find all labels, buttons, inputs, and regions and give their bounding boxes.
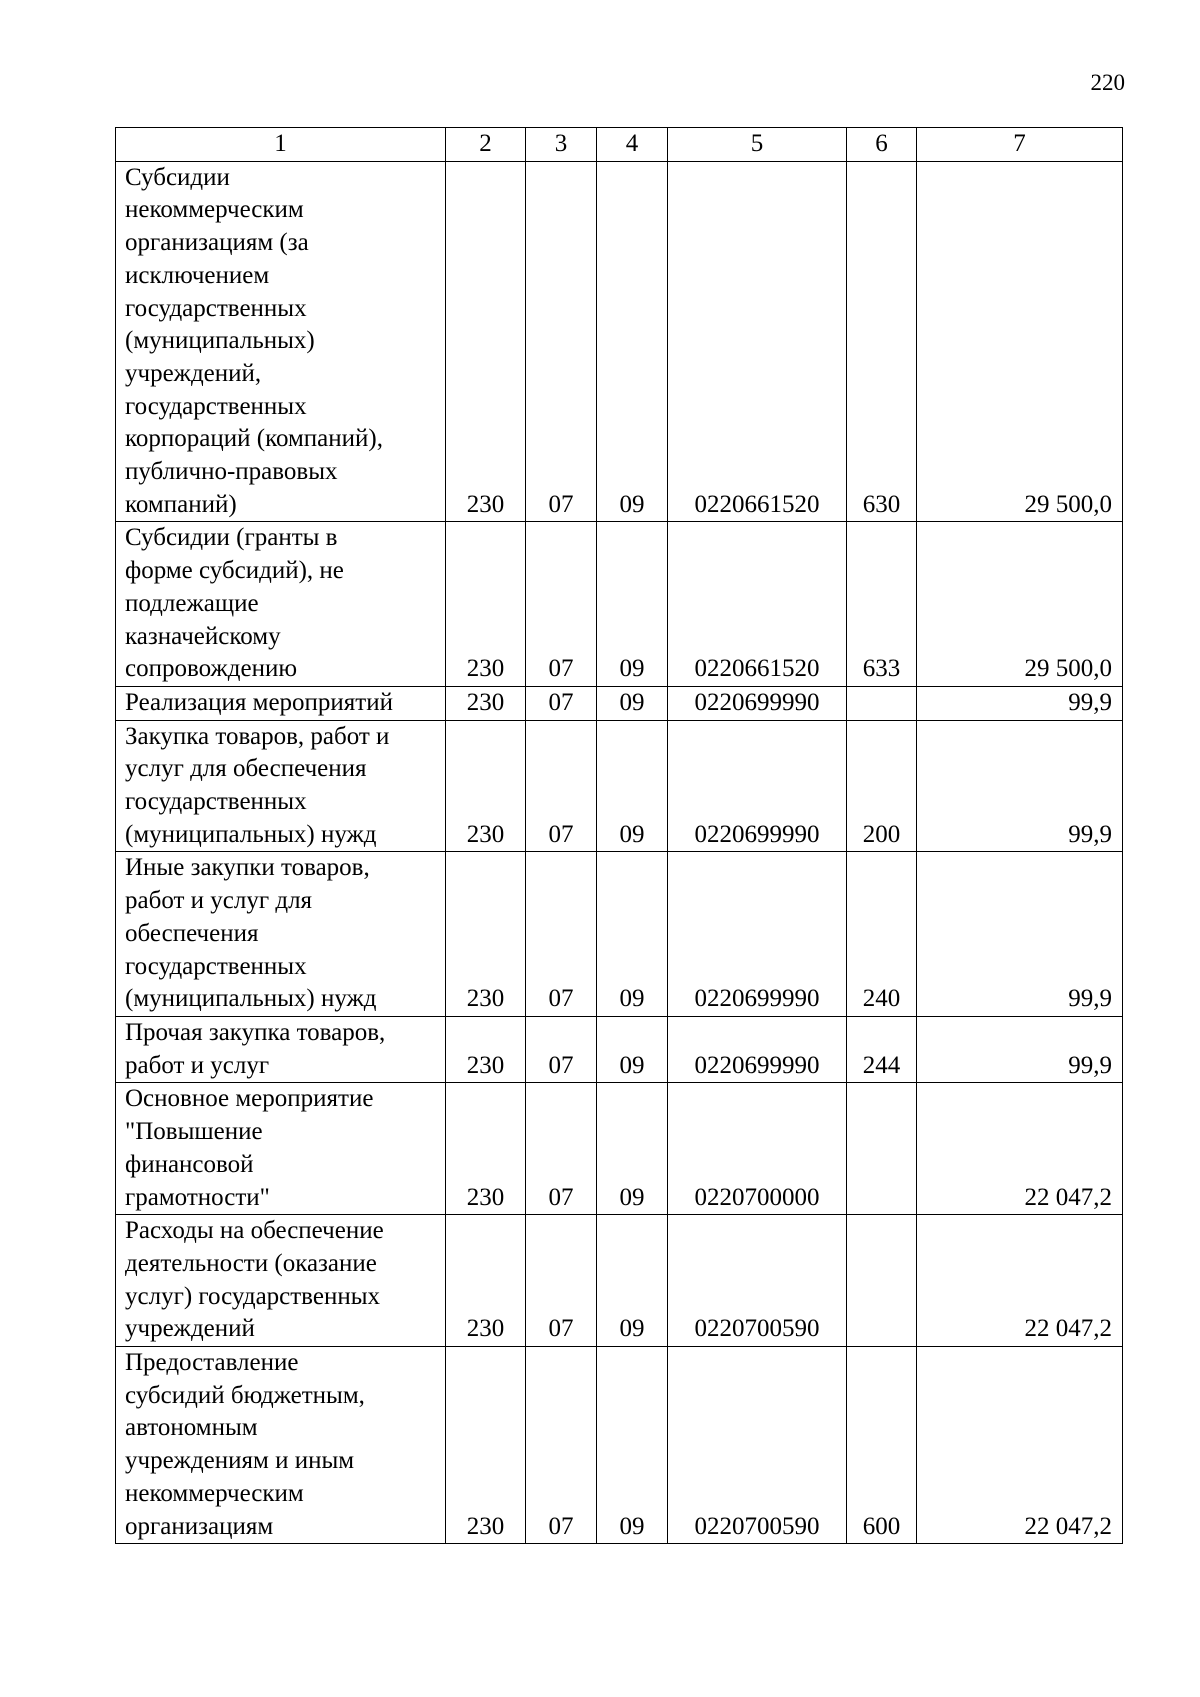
- row-name-cell: Субсидии некоммерческим организациям (за исключением государственных (муниципальных) учреждений, государственных корпораций (компаний), публично-правовых компаний): [116, 161, 446, 522]
- cell-col-3: 07: [526, 522, 597, 687]
- cell-col-6: 240: [847, 852, 917, 1017]
- cell-col-4: 09: [597, 1016, 668, 1082]
- row-name-cell: Закупка товаров, работ и услуг для обеспечения государственных (муниципальных) нужд: [116, 720, 446, 852]
- cell-col-2: 230: [446, 1347, 526, 1544]
- cell-col-3: 07: [526, 852, 597, 1017]
- cell-col-3: 07: [526, 1215, 597, 1347]
- table-row: [116, 686, 1123, 720]
- cell-col-2: 230: [446, 522, 526, 687]
- cell-col-4: 09: [597, 161, 668, 522]
- cell-col-4: 09: [597, 720, 668, 852]
- column-header: 2: [446, 128, 526, 162]
- table-row: [116, 1083, 1123, 1215]
- table-row: [116, 1215, 1123, 1347]
- cell-col-3: 07: [526, 720, 597, 852]
- cell-col-5: 0220699990: [668, 686, 847, 720]
- cell-col-7: 29 500,0: [917, 522, 1123, 687]
- cell-col-7: 99,9: [917, 852, 1123, 1017]
- cell-col-5: 0220700000: [668, 1083, 847, 1215]
- cell-col-6: 244: [847, 1016, 917, 1082]
- cell-col-2: 230: [446, 720, 526, 852]
- cell-col-2: 230: [446, 161, 526, 522]
- cell-col-7: 22 047,2: [917, 1083, 1123, 1215]
- cell-col-5: 0220661520: [668, 522, 847, 687]
- row-name-cell: Предоставление субсидий бюджетным, автономным учреждениям и иным некоммерческим организациям: [116, 1347, 446, 1544]
- cell-col-2: 230: [446, 852, 526, 1017]
- table-row: [116, 852, 1123, 1017]
- cell-col-3: 07: [526, 1016, 597, 1082]
- cell-col-5: 0220661520: [668, 161, 847, 522]
- cell-col-2: 230: [446, 1083, 526, 1215]
- page-number: 220: [1090, 70, 1125, 95]
- cell-col-6: 200: [847, 720, 917, 852]
- table-row: [116, 161, 1123, 522]
- column-header: 5: [668, 128, 847, 162]
- budget-table: [115, 127, 1123, 1544]
- cell-col-4: 09: [597, 686, 668, 720]
- row-name-cell: Прочая закупка товаров, работ и услуг: [116, 1016, 446, 1082]
- cell-col-5: 0220700590: [668, 1215, 847, 1347]
- cell-col-7: 29 500,0: [917, 161, 1123, 522]
- cell-col-2: 230: [446, 686, 526, 720]
- cell-col-6: 633: [847, 522, 917, 687]
- row-name-cell: Реализация мероприятий: [116, 686, 446, 720]
- cell-col-7: 99,9: [917, 720, 1123, 852]
- cell-col-6: [847, 1215, 917, 1347]
- cell-col-6: 600: [847, 1347, 917, 1544]
- table-row: [116, 1016, 1123, 1082]
- column-header: 3: [526, 128, 597, 162]
- cell-col-5: 0220699990: [668, 1016, 847, 1082]
- cell-col-4: 09: [597, 522, 668, 687]
- cell-col-5: 0220699990: [668, 720, 847, 852]
- cell-col-3: 07: [526, 686, 597, 720]
- cell-col-7: 99,9: [917, 686, 1123, 720]
- table-row: [116, 720, 1123, 852]
- row-name-cell: Расходы на обеспечение деятельности (оказание услуг) государственных учреждений: [116, 1215, 446, 1347]
- cell-col-6: [847, 1083, 917, 1215]
- cell-col-2: 230: [446, 1016, 526, 1082]
- cell-col-4: 09: [597, 1347, 668, 1544]
- cell-col-3: 07: [526, 161, 597, 522]
- cell-col-3: 07: [526, 1347, 597, 1544]
- cell-col-6: [847, 686, 917, 720]
- column-header: 6: [847, 128, 917, 162]
- cell-col-7: 99,9: [917, 1016, 1123, 1082]
- cell-col-4: 09: [597, 852, 668, 1017]
- cell-col-4: 09: [597, 1215, 668, 1347]
- column-header: 1: [116, 128, 446, 162]
- row-name-cell: Основное мероприятие "Повышение финансовой грамотности": [116, 1083, 446, 1215]
- table-header-row: [116, 128, 1123, 162]
- column-header: 7: [917, 128, 1123, 162]
- cell-col-3: 07: [526, 1083, 597, 1215]
- cell-col-5: 0220699990: [668, 852, 847, 1017]
- column-header: 4: [597, 128, 668, 162]
- cell-col-2: 230: [446, 1215, 526, 1347]
- cell-col-4: 09: [597, 1083, 668, 1215]
- row-name-cell: Субсидии (гранты в форме субсидий), не подлежащие казначейскому сопровождению: [116, 522, 446, 687]
- cell-col-6: 630: [847, 161, 917, 522]
- row-name-cell: Иные закупки товаров, работ и услуг для обеспечения государственных (муниципальных) нужд: [116, 852, 446, 1017]
- cell-col-7: 22 047,2: [917, 1215, 1123, 1347]
- cell-col-5: 0220700590: [668, 1347, 847, 1544]
- table-row: [116, 1347, 1123, 1544]
- cell-col-7: 22 047,2: [917, 1347, 1123, 1544]
- table-row: [116, 522, 1123, 687]
